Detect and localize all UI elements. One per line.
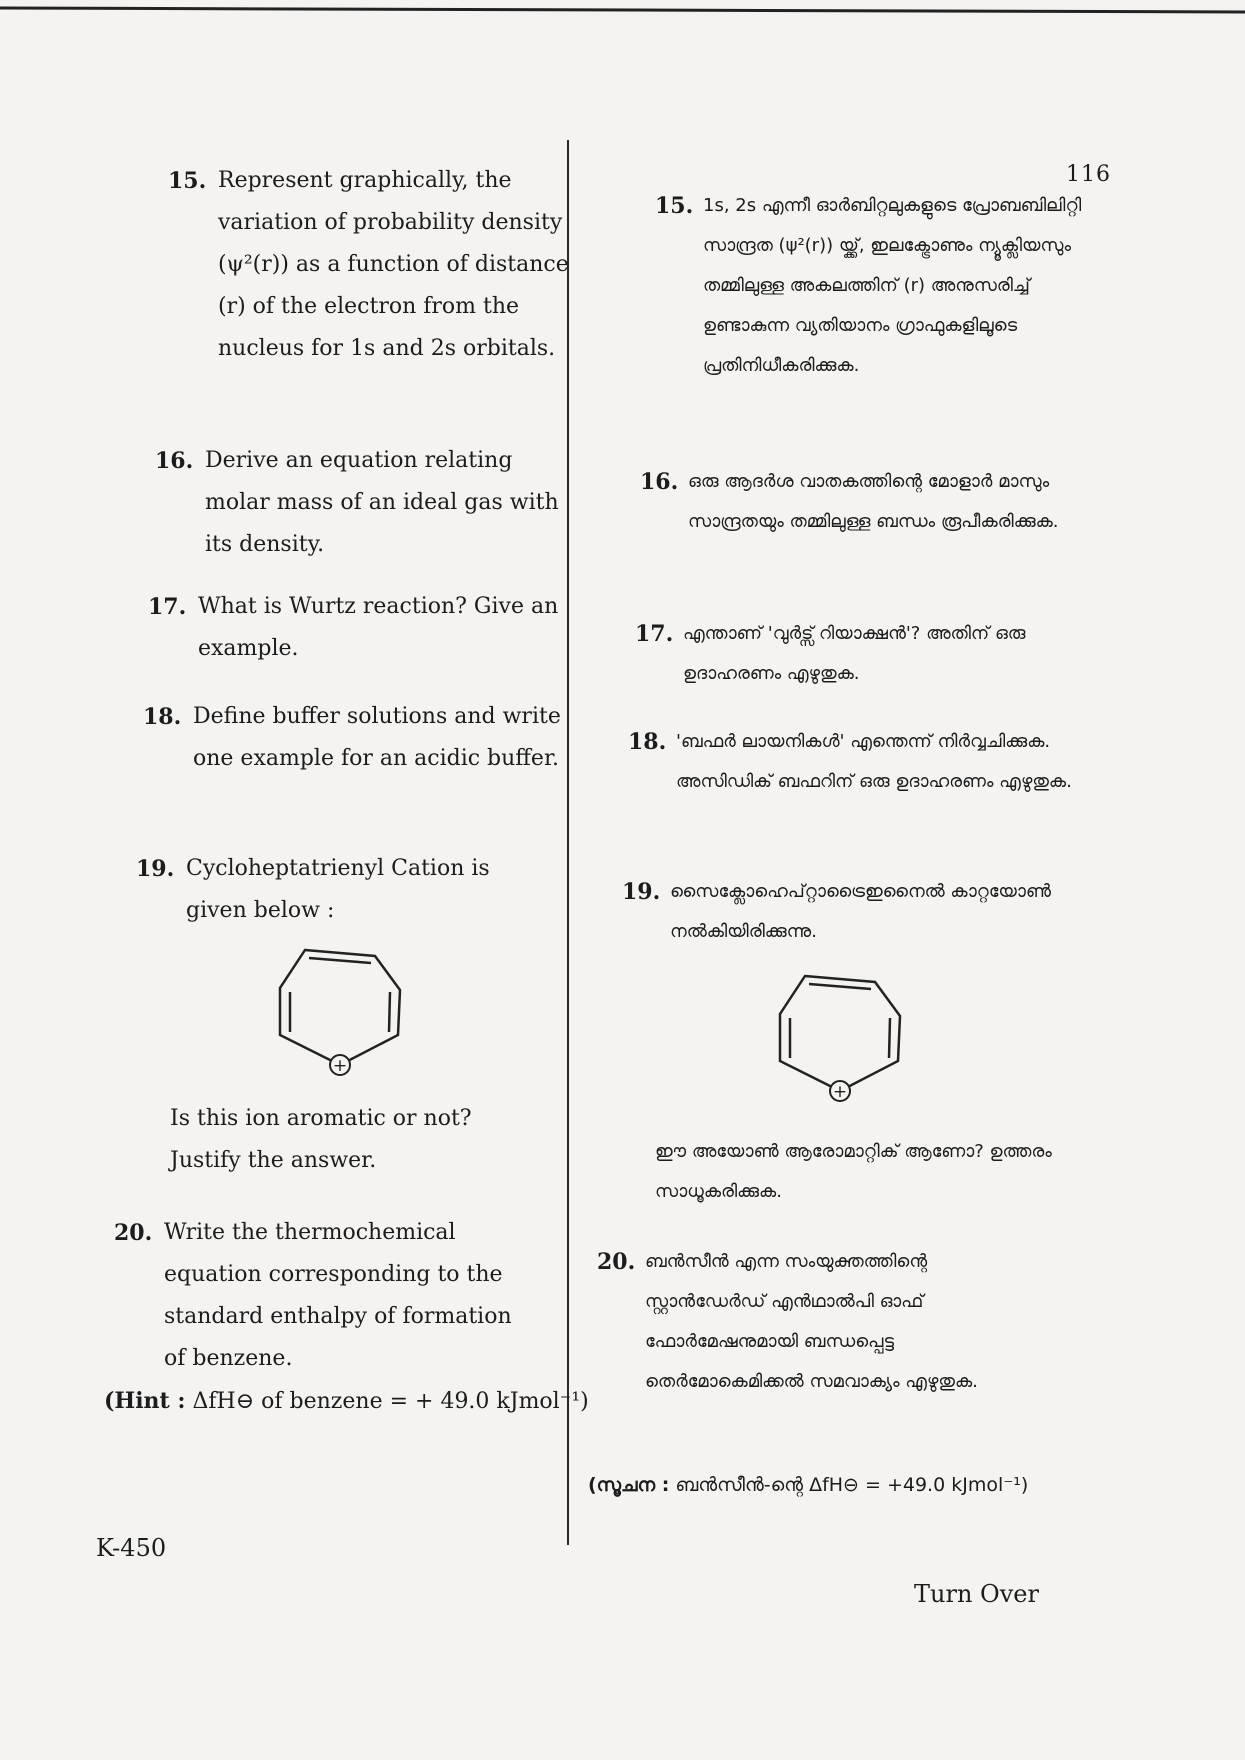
hint-text: ΔfH⊖ of benzene = + 49.0 kJmol⁻¹) [192, 1389, 589, 1414]
question-19-en [136, 848, 556, 932]
question-text: എന്താണ് 'വുർട്സ് റിയാക്ഷൻ'? അതിന് ഒരു ഉദാഹരണം എഴുതുക. [683, 623, 1026, 684]
question-19-followup-en [170, 1098, 540, 1182]
page-number: 116 [1066, 162, 1111, 187]
question-17-en [148, 586, 568, 670]
question-number: 16. [640, 469, 679, 495]
question-text: Derive an equation relating molar mass of an ideal gas with its density. [205, 448, 559, 557]
question-19-ml [622, 872, 1070, 952]
question-number: 16. [155, 448, 194, 474]
question-text: 'ബഫർ ലായനികൾ' എന്തെന്ന് നിർവ്വചിക്കുക. അസിഡിക് ബഫറിന് ഒരു ഉദാഹരണം എഴുതുക. [676, 731, 1072, 792]
turn-over-label: Turn Over [914, 1580, 1039, 1608]
question-18-ml [628, 722, 1076, 802]
question-16-ml [640, 462, 1088, 542]
question-text: ബൻസീൻ എന്ന സംയുക്തത്തിന്റെ സ്റ്റാൻഡേർഡ് എൻഥാൽപി ഓഫ് ഫോർമേഷനുമായി ബന്ധപ്പെട്ട തെർമോകെമിക്കൽ സമവാക്യം എഴുതുക. [645, 1251, 978, 1392]
question-18-en [143, 696, 563, 780]
question-number: 18. [628, 729, 667, 755]
charge-label: + [832, 1082, 848, 1102]
question-number: 15. [168, 168, 207, 194]
question-text: Cycloheptatrienyl Cation is given below : [186, 856, 490, 923]
question-text: ഈ അയോൺ ആരോമാറ്റിക് ആണോ? ഉത്തരം സാധൂകരിക്കുക. [655, 1141, 1052, 1202]
question-20-ml [597, 1242, 1045, 1402]
question-text: ഒരു ആദർശ വാതകത്തിന്റെ മോളാർ മാസും സാന്ദ്രതയും തമ്മിലുള്ള ബന്ധം രൂപീകരിക്കുക. [688, 471, 1059, 532]
question-text: 1s, 2s എന്നീ ഓർബിറ്റലുകളുടെ പ്രോബബിലിറ്റി സാന്ദ്രത (ψ²(r)) യ്ക്ക്, ഇലക്ട്രോണും ന്യൂക്ലിയസും തമ്മിലുള്ള അകലത്തിന് (r) അനുസരിച്ച് ഉണ്ടാകുന്ന വ്യതിയാനം ഗ്രാഫുകളിലൂടെ പ്രതിനിധീകരിക്കുക. [703, 195, 1082, 376]
hint-en [104, 1388, 589, 1414]
question-text: Represent graphically, the variation of probability density (ψ²(r)) as a function of distance (r) of the electron from the nucleus for 1s and 2s orbitals. [218, 168, 569, 361]
question-number: 15. [655, 193, 694, 219]
question-number: 17. [635, 621, 674, 647]
question-text: Is this ion aromatic or not? Justify the answer. [170, 1106, 472, 1173]
cycloheptatrienyl-cation-structure [265, 940, 415, 1080]
hint-label: (സൂചന : [588, 1474, 670, 1496]
question-number: 19. [136, 856, 175, 882]
question-number: 18. [143, 704, 182, 730]
question-text: What is Wurtz reaction? Give an example. [198, 594, 559, 661]
question-text: Define buffer solutions and write one example for an acidic buffer. [193, 704, 561, 771]
charge-label: + [332, 1056, 348, 1076]
scan-edge-line [0, 4, 1245, 14]
question-15-en [168, 160, 588, 370]
cycloheptatrienyl-cation-structure [765, 966, 915, 1106]
question-16-en [155, 440, 575, 566]
hint-label: (Hint : [104, 1388, 186, 1414]
question-text: സൈക്ലോഹെപ്റ്റാട്രൈഇനൈൽ കാറ്റയോൺ നൽകിയിരിക്കുന്നു. [670, 881, 1052, 942]
question-text: Write the thermochemical equation corresponding to the standard enthalpy of formation of benzene. [164, 1220, 512, 1371]
question-15-ml [655, 186, 1103, 386]
hint-text: ബൻസീൻ-ന്റെ ΔfH⊖ = +49.0 kJmol⁻¹) [675, 1474, 1029, 1496]
question-20-en [114, 1212, 534, 1380]
question-number: 20. [597, 1249, 636, 1275]
question-number: 17. [148, 594, 187, 620]
question-17-ml [635, 614, 1083, 694]
question-number: 19. [622, 879, 661, 905]
paper-code: K-450 [96, 1534, 167, 1562]
question-number: 20. [114, 1220, 153, 1246]
question-19-followup-ml [655, 1132, 1055, 1212]
hint-ml [588, 1474, 1028, 1496]
